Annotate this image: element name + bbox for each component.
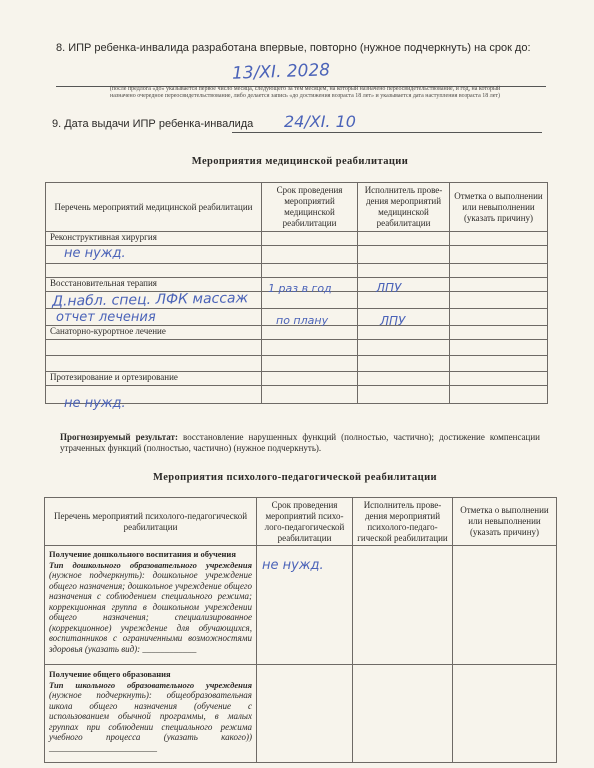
prosthetics-handwritten-note: не нужд. bbox=[64, 396, 126, 411]
psycho-header-executor: Исполнитель прове-дения мероприятий психолого-педаго-гической реабилитации bbox=[353, 498, 453, 546]
preschool-handwritten-note: не нужд. bbox=[262, 558, 324, 573]
item9-handwritten-date: 24/XI. 10 bbox=[284, 112, 356, 131]
therapy-handwritten-term1: 1 раз в год bbox=[268, 282, 332, 295]
school-text: (нужное подчеркнуть): общеобразовательная школа общего назначения (обучение с использованием обычной программы, в малых группах при соблюдении специального режима учебного процесса (указать какого)) bbox=[49, 690, 252, 742]
psycho-header-mark: Отметка о выполнении или невыполнении (указать причину) bbox=[453, 498, 557, 546]
medical-header-mark: Отметка о выполнении или невыполнении (указать причину) bbox=[450, 183, 548, 232]
therapy-handwritten-term2: по плану bbox=[276, 314, 329, 327]
therapy-handwritten-executor1: ЛПУ bbox=[376, 281, 402, 295]
medical-header-list: Перечень мероприятий медицинской реабилитации bbox=[46, 183, 262, 232]
preschool-subheading: Тип дошкольного образовательного учреждения bbox=[49, 559, 252, 570]
item8-label: 8. ИПР ребенка-инвалида разработана впервые, повторно (нужное подчеркнуть) на срок до: bbox=[56, 42, 531, 54]
preschool-heading: Получение дошкольного воспитания и обучения bbox=[49, 549, 236, 559]
psycho-title: Мероприятия психолого-педагогической реабилитации bbox=[153, 472, 437, 483]
surgery-handwritten-note: не нужд. bbox=[64, 246, 126, 261]
school-heading: Получение общего образования bbox=[49, 669, 171, 679]
medical-section-sanatorium: Санаторно-курортное лечение bbox=[46, 326, 262, 340]
medical-header-executor: Исполнитель прове-дения мероприятий медицинской реабилитации bbox=[358, 183, 450, 232]
school-subheading: Тип школьного образовательного учреждения bbox=[49, 679, 252, 690]
therapy-handwritten-line2: отчет лечения bbox=[56, 310, 156, 325]
therapy-handwritten-line1: Д.набл. спец. ЛФК массаж bbox=[51, 290, 249, 310]
medical-section-surgery: Реконструктивная хирургия bbox=[46, 232, 262, 246]
preschool-cell: Получение дошкольного воспитания и обучения Тип дошкольного образовательного учреждения (нужное подчеркнуть): дошкольное учреждение общего назначения; дошкольное учреждение общего назначения с соблюдением специального режима; коррекционная группа в дошкольном учреждении общего назначения; специализированное (коррекционное) учреждение для обучающихся, воспитанников с ограниченными возможностями здоровья (указать вид): ____________ bbox=[45, 546, 257, 665]
medical-header-term: Срок проведения мероприятий медицинской реабилитации bbox=[262, 183, 358, 232]
item9-label: 9. Дата выдачи ИПР ребенка-инвалида bbox=[52, 118, 254, 130]
item9-date-line bbox=[232, 132, 542, 133]
therapy-handwritten-executor2: ЛПУ bbox=[380, 314, 406, 328]
result-label: Прогнозируемый результат: bbox=[60, 432, 178, 442]
medical-section-therapy: Восстановительная терапия bbox=[46, 278, 262, 292]
item8-handwritten-date: 13/XI. 2028 bbox=[231, 60, 331, 84]
result-block bbox=[60, 432, 540, 454]
psycho-header-list: Перечень мероприятий психолого-педагогической реабилитации bbox=[45, 498, 257, 546]
preschool-text: (нужное подчеркнуть): дошкольное учреждение общего назначения; дошкольное учреждение общего назначения с соблюдением специального режима; коррекционная группа в дошкольном учреждении общего назначения; специализированное (коррекционное) учреждение для обучающихся, воспитанников с ограниченными возможностями здоровья (указать вид): bbox=[49, 570, 252, 654]
psycho-header-term: Срок проведения мероприятий психо-лого-педагогической реабилитации bbox=[257, 498, 353, 546]
psycho-table bbox=[44, 497, 557, 763]
medical-title: Мероприятия медицинской реабилитации bbox=[191, 156, 409, 167]
result-text: восстановление нарушенных функций (полностью, частично); достижение компенсации утраченных функций (полностью, частично) (нужное подчеркнуть). bbox=[60, 432, 540, 453]
medical-section-prosthetics: Протезирование и ортезирование bbox=[46, 372, 262, 386]
school-cell: Получение общего образования Тип школьного образовательного учреждения (нужное подчеркнуть): общеобразовательная школа общего назначения (обучение с использованием обычной программы, в малых группах при соблюдении специального режима учебного процесса (указать какого)) ________________________ bbox=[45, 665, 257, 763]
item8-footnote: (после предлога «до» указывается первое число месяца, следующего за тем месяцем, на который назначено переосвидетельствование, и год, на который назначено очередное переосвидетельствование, либо делается запись «до достижения возраста 18 лет» и указывается дата наступления возраста 18 лет) bbox=[109, 86, 501, 99]
